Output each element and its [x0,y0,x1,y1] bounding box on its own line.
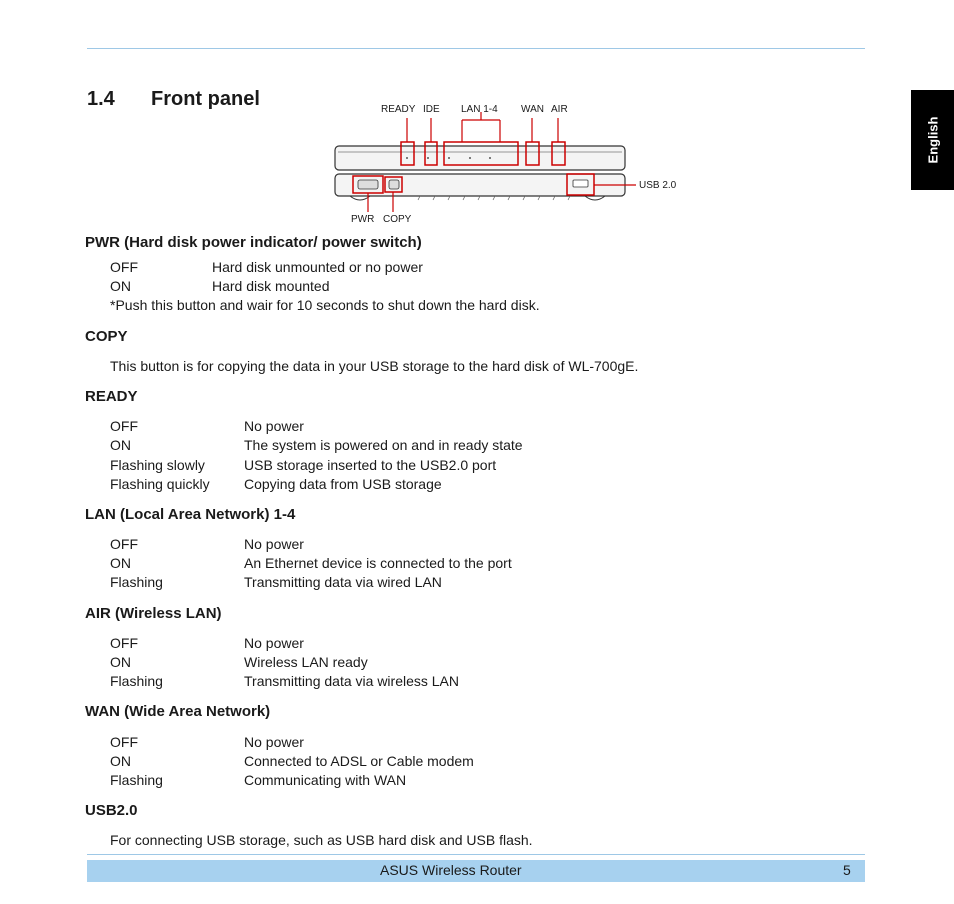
air-state: OFF [110,635,138,651]
wan-label: WAN [521,104,544,115]
ready-state: Flashing slowly [110,457,205,473]
language-tab [911,90,954,190]
usb-label: USB 2.0 [639,180,677,191]
ready-state: OFF [110,418,138,434]
footer-title: ASUS Wireless Router [380,862,522,878]
wan-desc: Communicating with WAN [244,772,407,788]
section-title: Front panel [151,88,260,110]
lan-state: Flashing [110,574,163,590]
pwr-desc: Hard disk unmounted or no power [212,259,423,275]
copy-heading: COPY [85,328,128,345]
pwr-state: OFF [110,259,138,275]
wan-desc: Connected to ADSL or Cable modem [244,753,474,769]
ready-label: READY [381,104,416,115]
pwr-note: *Push this button and wair for 10 seconds to shut down the hard disk. [110,297,540,313]
lan-label: LAN 1-4 [461,104,498,115]
ready-desc: The system is powered on and in ready state [244,437,523,453]
lan-desc: An Ethernet device is connected to the port [244,555,512,571]
air-desc: Transmitting data via wireless LAN [244,673,460,689]
air-desc: Wireless LAN ready [244,654,368,670]
air-state: Flashing [110,673,163,689]
top-rule [87,48,865,49]
wan-state: OFF [110,734,138,750]
copy-label: COPY [383,214,412,225]
section-number: 1.4 [87,88,115,110]
air-heading: AIR (Wireless LAN) [85,605,222,622]
lan-state: OFF [110,536,138,552]
usb-text: For connecting USB storage, such as USB hard disk and USB flash. [110,832,533,848]
pwr-desc: Hard disk mounted [212,278,330,294]
pwr-heading: PWR (Hard disk power indicator/ power switch) [85,234,422,251]
lan-desc: No power [244,536,304,552]
ready-state: ON [110,437,131,453]
air-desc: No power [244,635,304,651]
footer-rule [87,854,865,855]
air-label: AIR [551,104,568,115]
language-tab-label: English [925,116,940,164]
ready-desc: Copying data from USB storage [244,476,442,492]
lan-desc: Transmitting data via wired LAN [244,574,442,590]
pwr-state: ON [110,278,131,294]
lan-heading: LAN (Local Area Network) 1-4 [85,506,296,523]
copy-text: This button is for copying the data in your USB storage to the hard disk of WL-700gE. [110,358,639,374]
wan-desc: No power [244,734,304,750]
ready-heading: READY [85,388,138,405]
ready-desc: USB storage inserted to the USB2.0 port [244,457,497,473]
usb-heading: USB2.0 [85,802,138,819]
ide-label: IDE [423,104,440,115]
router-illustration [330,100,690,230]
air-state: ON [110,654,131,670]
ready-state: Flashing quickly [110,476,210,492]
pwr-label: PWR [351,214,375,225]
page-number: 5 [843,862,851,878]
wan-heading: WAN (Wide Area Network) [85,703,271,720]
wan-state: ON [110,753,131,769]
ready-desc: No power [244,418,304,434]
wan-state: Flashing [110,772,163,788]
router-front-panel-diagram [330,100,690,230]
lan-state: ON [110,555,131,571]
